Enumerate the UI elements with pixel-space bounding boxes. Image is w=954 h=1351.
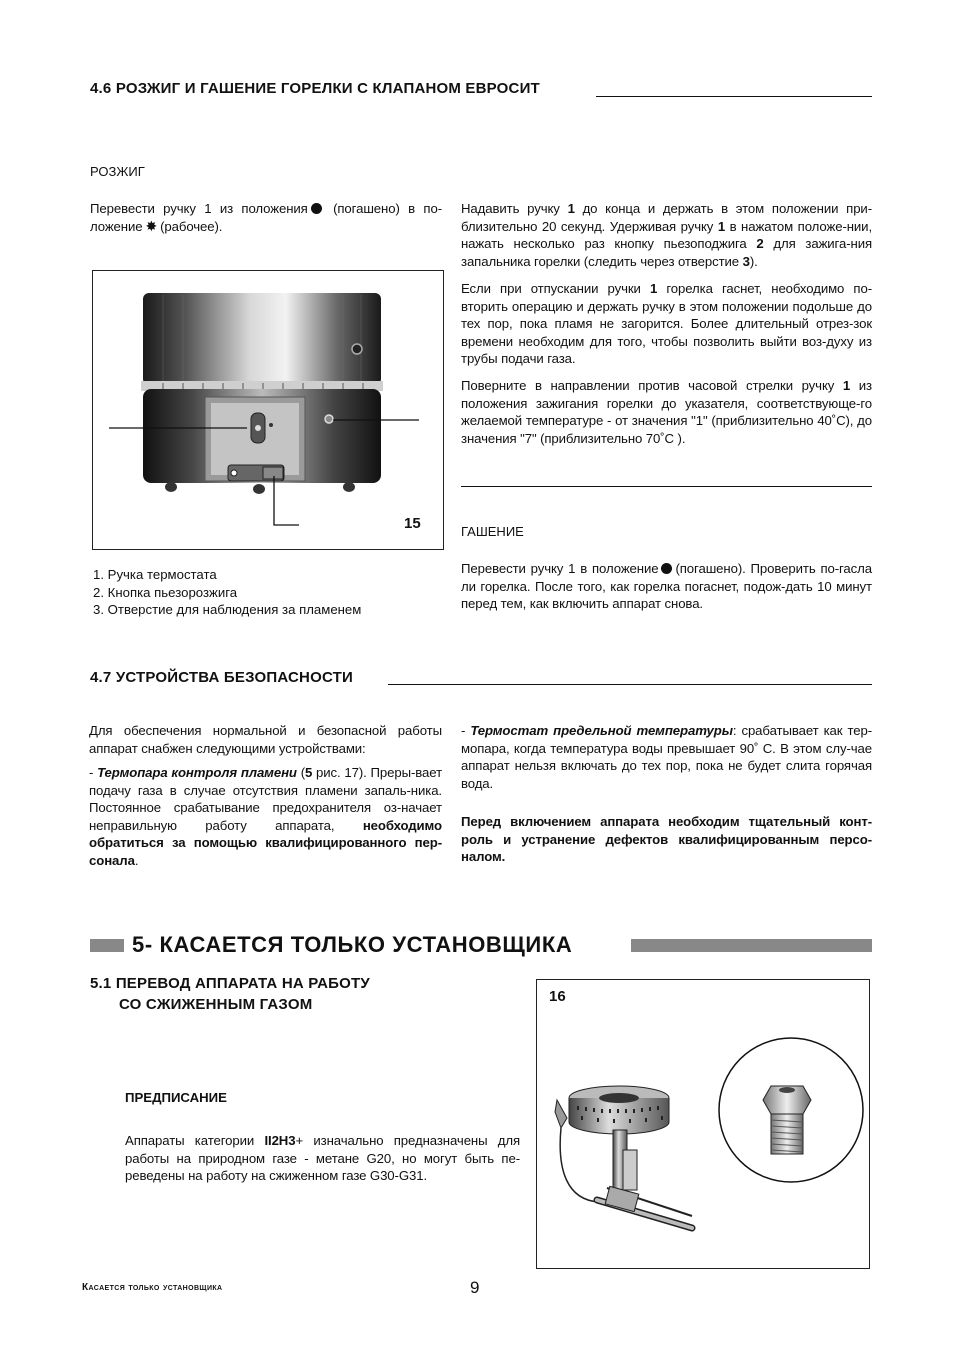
prescription-label: ПРЕДПИСАНИЕ	[125, 1090, 227, 1105]
off-paragraph: Перевести ручку 1 в положение (погашено). Проверить по-гасла ли горелка. После того, как горелка погаснет, подож-дать 10 минут перед тем, как включить аппарат снова.	[461, 561, 872, 612]
figure-15-box	[92, 270, 444, 550]
ignition-label: РОЗЖИГ	[90, 164, 145, 179]
section-5-title: 5- КАСАЕТСЯ ТОЛЬКО УСТАНОВЩИКА	[132, 932, 573, 957]
legend-item: 1. Ручка термостата	[93, 567, 217, 582]
figure-15-number: 15	[404, 515, 421, 532]
section-5-bar-left	[90, 939, 124, 952]
legend-item: 2. Кнопка пьезорозжига	[93, 584, 238, 600]
figure-16-box	[536, 979, 870, 1269]
legend-item: 3. Отверстие для наблюдения за пламенем	[93, 602, 362, 618]
section-5-1-title: 5.1 ПЕРЕВОД АППАРАТА НА РАБОТУ СО СЖИЖЕННЫМ ГАЗОМ	[90, 975, 370, 1013]
section-title-rule	[388, 684, 872, 685]
figure-16-number: 16	[549, 988, 566, 1005]
right-paragraph-1: Надавить ручку 1 до конца и держать в этом положении при-близительно 20 секунд. Удерживая ручку 1 в нажатом положе-нии, нажать несколько раз кнопку пьезоподжига 2 для зажига-ния запальника горелки (следить через отверстие 3).	[461, 201, 873, 269]
burner-on-icon: ✸	[145, 217, 158, 234]
page-number: 9	[470, 1278, 480, 1297]
prescription-paragraph: Аппараты категории II2H3+ изначально предназначены для работы на природном газе - метане G20, но могут быть пе-реведены на работу на сжиженном газе G30-G31.	[125, 1133, 520, 1184]
off-position-icon	[311, 203, 322, 214]
section-4-6-title: 4.6 РОЗЖИГ И ГАШЕНИЕ ГОРЕЛКИ С КЛАПАНОМ ЕВРОСИТ	[90, 80, 540, 97]
safety-intro: Для обеспечения нормальной и безопасной работы аппарат снабжен следующими устройствами:	[89, 723, 442, 756]
burner-nozzle-illustration	[537, 980, 869, 1268]
water-heater-illustration	[93, 271, 443, 549]
limit-thermostat-item: - Термостат предельной температуры: срабатывает как тер-мопара, когда температура воды превышает 90˚ С. В этом слу-чае аппарат нельзя включать до тех пор, пока не будет слита горячая вода.	[461, 723, 872, 791]
left-paragraph-ignition: Перевести ручку 1 из положения (погашено) в по-ложение ✸ (рабочее).	[90, 201, 442, 234]
right-paragraph-2: Если при отпускании ручки 1 горелка гаснет, необходимо по-вторить операцию и держать ручку в этом положении подольше до тех пор, пока пламя не загорится. Более длительный отрез-зок времени необходим для того, чтобы позволить выйти воз-духу из трубы подачи газа.	[461, 281, 872, 367]
section-5-bar-right	[631, 939, 872, 952]
off-label: ГАШЕНИЕ	[461, 524, 524, 539]
right-paragraph-3: Поверните в направлении против часовой стрелки ручку 1 из положения зажигания горелки до указателя, соответствующе-го желаемой температуре - от значения "1" (приблизительно 40˚С), до значения "7" (приблизительно 70˚С ).	[461, 378, 872, 446]
figure-15-legend	[93, 566, 361, 619]
divider-rule	[461, 486, 872, 487]
warning-paragraph: Перед включением аппарата необходим тщательный конт-роль и устранение дефектов квалифицированным персо-налом.	[461, 814, 872, 865]
footer-section-name: Касается только установщика	[82, 1282, 223, 1293]
off-position-icon	[661, 563, 672, 574]
thermocouple-item: - Термопара контроля пламени (5 рис. 17). Преры-вает подачу газа в случае отсутствия пламени запаль-ника. Постоянное срабатывание предохранителя оз-начает неправильную работу аппарата, необходимо обратиться за помощью квалифицированного пер-сонала.	[89, 765, 443, 868]
section-title-rule	[596, 96, 872, 97]
section-4-7-title: 4.7 УСТРОЙСТВА БЕЗОПАСНОСТИ	[90, 669, 353, 686]
